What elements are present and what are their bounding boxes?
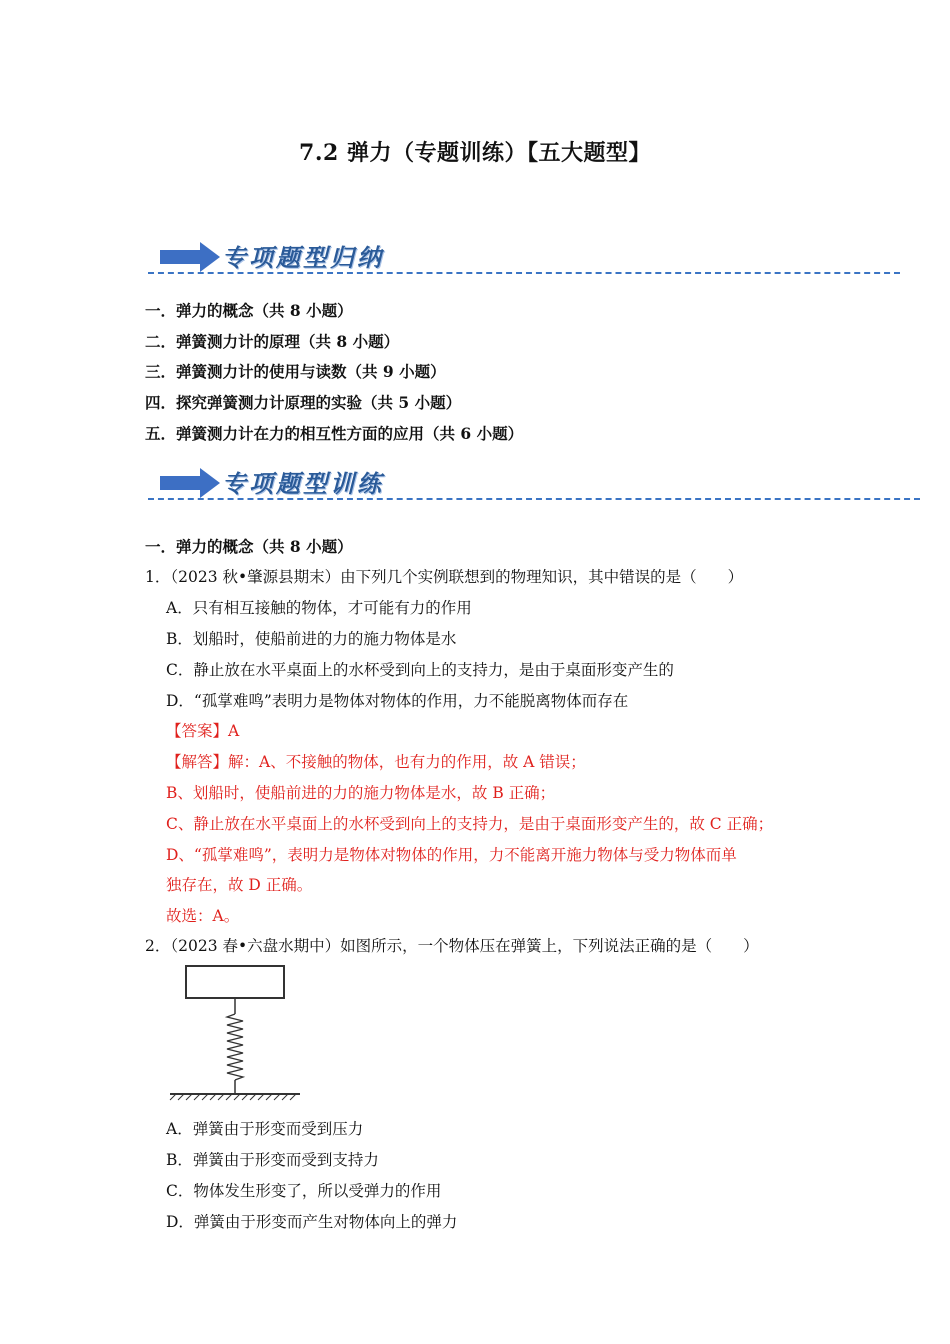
spring-block-figure (166, 962, 306, 1104)
q1-option-a: A．只有相互接触的物体，才可能有力的作用 (166, 599, 472, 617)
banner-summary-text: 专项题型归纳 (222, 243, 384, 272)
banner-training (148, 462, 920, 506)
q1-option-d: D．“孤掌难鸣”表明力是物体对物体的作用，力不能脱离物体而存在 (166, 692, 629, 710)
banner-divider (148, 272, 900, 274)
arrow-right-icon (160, 242, 220, 272)
q1-analysis-line: B、划船时，使船前进的力的施力物体是水，故 B 正确； (166, 784, 556, 802)
banner-training-text: 专项题型训练 (222, 469, 384, 498)
q2-option-d: D．弹簧由于形变而产生对物体向上的弹力 (166, 1213, 458, 1231)
q1-answer: 【答案】A (166, 722, 240, 740)
q2-option-b: B．弹簧由于形变而受到支持力 (166, 1151, 379, 1169)
toc-item-5: 五．弹簧测力计在力的相互性方面的应用（共 6 小题） (145, 424, 524, 443)
q1-analysis-line: 【解答】解：A、不接触的物体，也有力的作用，故 A 错误； (166, 753, 586, 771)
toc-item-2: 二．弹簧测力计的原理（共 8 小题） (145, 332, 400, 351)
question-2-stem: 2．（2023 春•六盘水期中）如图所示，一个物体压在弹簧上，下列说法正确的是（ ） (145, 937, 759, 955)
arrow-right-icon (160, 468, 220, 498)
toc-item-1: 一．弹力的概念（共 8 小题） (145, 301, 353, 320)
q1-conclusion: 故选：A。 (166, 907, 240, 925)
banner-divider (148, 498, 920, 500)
q1-option-c: C．静止放在水平桌面上的水杯受到向上的支持力，是由于桌面形变产生的 (166, 661, 674, 679)
banner-summary (148, 236, 900, 280)
section-heading: 一．弹力的概念（共 8 小题） (145, 537, 353, 556)
q1-option-b: B．划船时，使船前进的力的施力物体是水 (166, 630, 457, 648)
page-title: 7.2 弹力（专题训练）【五大题型】 (299, 140, 651, 166)
q2-option-c: C．物体发生形变了，所以受弹力的作用 (166, 1182, 442, 1200)
toc-item-4: 四．探究弹簧测力计原理的实验（共 5 小题） (145, 393, 462, 412)
toc-item-3: 三．弹簧测力计的使用与读数（共 9 小题） (145, 362, 446, 381)
q1-analysis-line: C、静止放在水平桌面上的水杯受到向上的支持力，是由于桌面形变产生的，故 C 正确； (166, 815, 774, 833)
question-1-stem: 1．（2023 秋•肇源县期末）由下列几个实例联想到的物理知识，其中错误的是（ ） (145, 568, 744, 586)
q1-analysis-line: D、“孤掌难鸣”，表明力是物体对物体的作用，力不能离开施力物体与受力物体而单 (166, 846, 737, 864)
q2-option-a: A．弹簧由于形变而受到压力 (166, 1120, 364, 1138)
q1-analysis-line: 独存在，故 D 正确。 (166, 876, 313, 894)
